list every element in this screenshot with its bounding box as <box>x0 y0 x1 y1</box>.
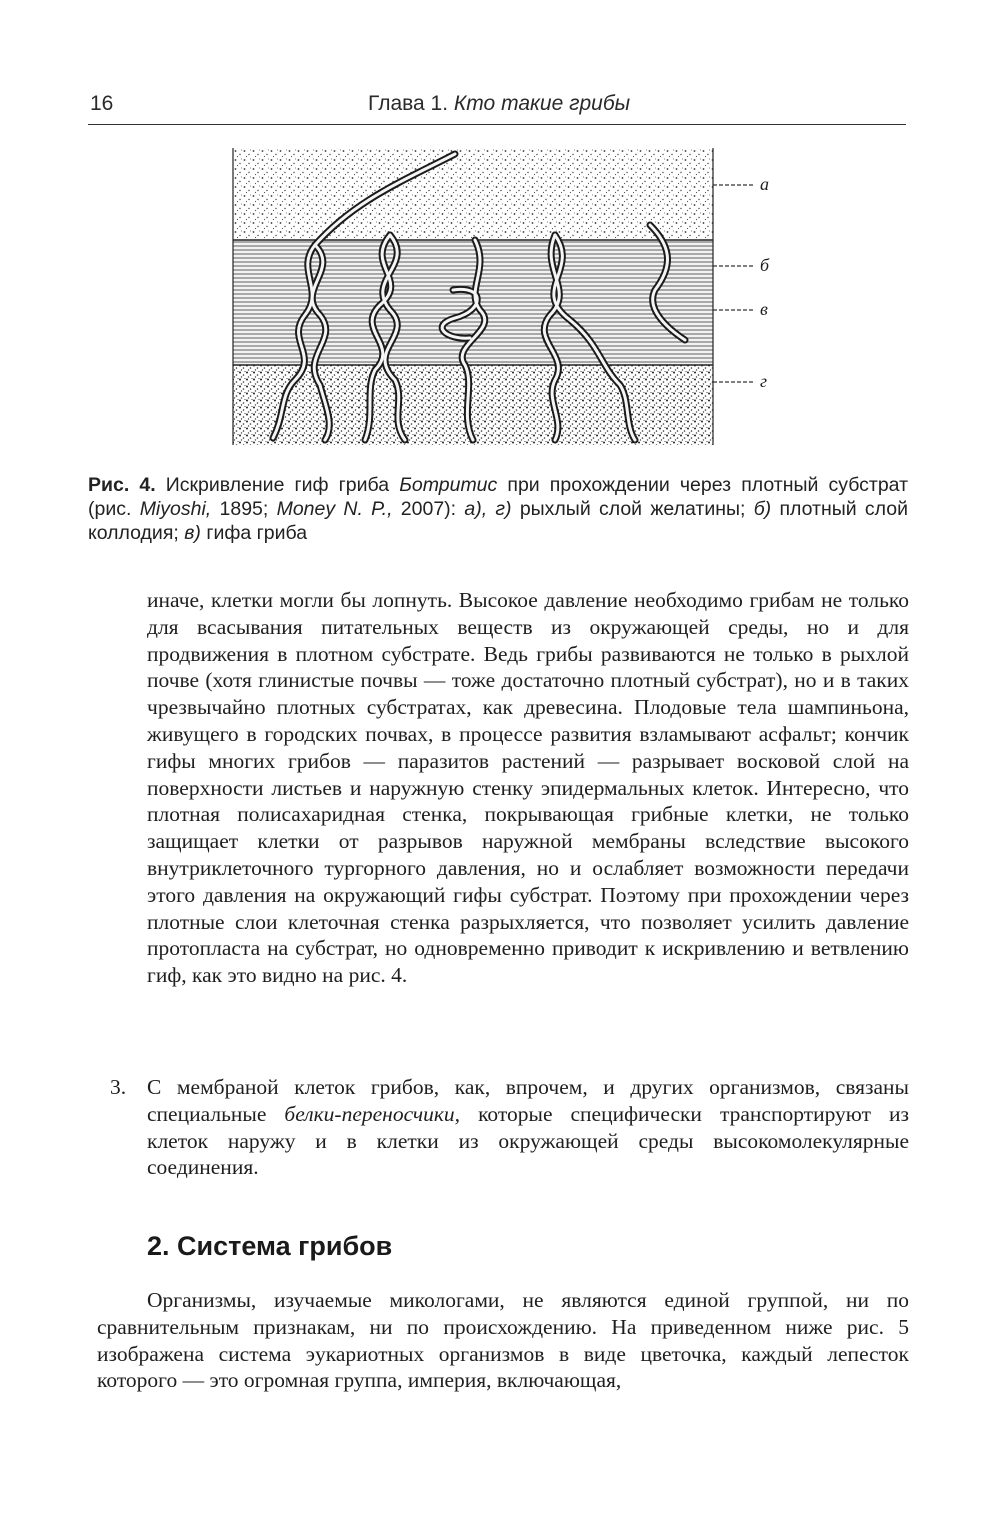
running-header <box>88 92 906 125</box>
label-b: б <box>760 255 770 275</box>
hyphae-figure <box>225 140 785 455</box>
figure-caption: Рис. 4. Искривление гиф гриба Ботритис при прохождении через плотный субстрат (рис. Miyoshi, 1895; Money N. P., 2007): а), г) рыхлый слой желатины; б) плотный слой коллодия; в) гифа гриба <box>88 474 909 544</box>
page-number: 16 <box>90 92 114 115</box>
list-item-3: 3. С мембраной клеток грибов, как, впрочем, и других организмов, связаны специальные белки-переносчики, которые специфически транспортируют из клеток наружу и в клетки из окружающей среды высокомолекулярные соединения. <box>110 1075 910 1180</box>
paragraph-1: иначе, клетки могли бы лопнуть. Высокое давление необходимо грибам не только для всасывания питательных веществ из окружающей среды, но и для продвижения в плотном субстрате. Ведь грибы развиваются не только в рыхлой почве (хотя глинистые почвы — тоже достаточно плотный субстрат), но и в таких чрезвычайно плотных субстратах, как древесина. Плодовые тела шампиньона, живущего в городских почвах, в процессе развития взламывают асфальт; кончик гифы многих грибов — паразитов растений — разрывает восковой слой на поверхности листьев и наружную стенку эпидермальных клеток. Интересно, что плотная полисахаридная стенка, покрывающая грибные клетки, не только защищает клетки от разрывов наружной мембраны вследствие высокого внутриклеточного тургорного давления, но и ослабляет возможности передачи этого давления на окружающий гифы субстрат. Поэтому при прохождении через плотные слои клеточная стенка разрыхляется, что позволяет усилить давление протопласта на субстрат, но одновременно приводит к искривлению и ветвлению гиф, как это видно на рис. 4. <box>147 588 909 988</box>
chapter-title: Глава 1. Кто такие грибы <box>368 92 631 115</box>
paragraph-2: Организмы, изучаемые микологами, не являются единой группой, ни по сравнительным признакам, ни по происхождению. На приведенном ниже рис. 5 изображена система эукариотных организмов в виде цветочка, каждый лепесток которого — это огромная группа, империя, включающая, <box>97 1288 909 1393</box>
label-v: в <box>760 299 768 319</box>
section-heading: 2. Система грибов <box>147 1231 393 1261</box>
list-item-number: 3. <box>110 1075 127 1099</box>
label-g: г <box>760 371 768 391</box>
layer-a <box>233 148 713 240</box>
label-a: а <box>760 174 769 194</box>
